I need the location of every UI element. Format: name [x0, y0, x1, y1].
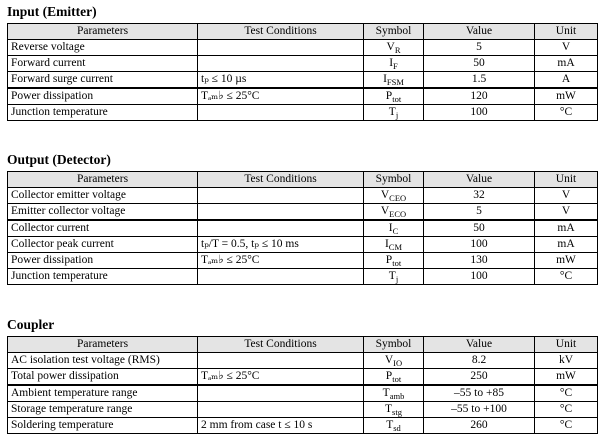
symbol-main: T	[385, 403, 393, 415]
condition-cell: Tₐₘ♭ ≤ 25°C	[198, 369, 364, 386]
value-cell: 50	[424, 220, 535, 237]
unit-cell: °C	[535, 105, 598, 121]
section-title: Input (Emitter)	[7, 4, 97, 19]
unit-cell: mW	[535, 253, 598, 269]
unit-cell: V	[535, 188, 598, 204]
table-row	[8, 253, 598, 269]
condition-cell: tₚ ≤ 10 µs	[198, 72, 364, 89]
symbol-cell	[364, 72, 424, 89]
parameter-cell: Reverse voltage	[8, 40, 198, 56]
header-unit: Unit	[535, 172, 598, 188]
condition-cell: 2 mm from case t ≤ 10 s	[198, 418, 364, 434]
symbol-cell	[364, 237, 424, 253]
symbol-main: T	[388, 270, 396, 282]
symbol-main: I	[389, 57, 394, 69]
condition-cell	[198, 56, 364, 72]
symbol-main: V	[380, 189, 390, 201]
symbol-subscript: R	[394, 45, 401, 55]
symbol-main: I	[388, 222, 393, 234]
header-value: Value	[424, 172, 535, 188]
table-row	[8, 72, 598, 89]
value-cell: 100	[424, 237, 535, 253]
unit-cell: °C	[535, 402, 598, 418]
table-header-row	[8, 24, 598, 40]
symbol-subscript: tot	[392, 374, 402, 384]
symbol-main: I	[383, 73, 387, 85]
symbol-cell	[364, 188, 424, 204]
symbol-main: T	[386, 419, 394, 431]
parameter-cell: Forward surge current	[8, 72, 198, 89]
table-header-row	[8, 172, 598, 188]
symbol-main: V	[380, 205, 390, 217]
parameter-cell: Total power dissipation	[8, 369, 198, 386]
symbol-cell	[364, 385, 424, 402]
unit-cell: V	[535, 204, 598, 221]
unit-cell: °C	[535, 418, 598, 434]
value-cell: 5	[424, 204, 535, 221]
value-cell: 1.5	[424, 72, 535, 89]
header-test-conditions: Test Conditions	[198, 337, 364, 353]
parameter-cell: Emitter collector voltage	[8, 204, 198, 221]
section-title: Coupler	[7, 317, 55, 332]
unit-cell: mW	[535, 88, 598, 105]
value-cell: 100	[424, 269, 535, 285]
symbol-cell	[364, 105, 424, 121]
condition-cell	[198, 353, 364, 369]
condition-cell: Tₐₘ♭ ≤ 25°C	[198, 88, 364, 105]
header-unit: Unit	[535, 24, 598, 40]
symbol-main: P	[385, 90, 393, 102]
symbol-cell	[364, 40, 424, 56]
symbol-cell	[364, 204, 424, 221]
symbol-subscript: j	[395, 110, 399, 120]
unit-cell: mW	[535, 369, 598, 386]
value-cell: 250	[424, 369, 535, 386]
symbol-cell	[364, 269, 424, 285]
table-row	[8, 220, 598, 237]
table-row	[8, 369, 598, 386]
table-header-row	[8, 337, 598, 353]
spec-table	[7, 23, 598, 121]
parameter-cell: Storage temperature range	[8, 402, 198, 418]
header-test-conditions: Test Conditions	[198, 24, 364, 40]
condition-cell	[198, 188, 364, 204]
symbol-subscript: CEO	[389, 193, 407, 203]
value-cell: –55 to +100	[424, 402, 535, 418]
unit-cell: kV	[535, 353, 598, 369]
value-cell: 8.2	[424, 353, 535, 369]
section-title: Output (Detector)	[7, 152, 111, 167]
condition-cell	[198, 204, 364, 221]
value-cell: 130	[424, 253, 535, 269]
table-row	[8, 88, 598, 105]
unit-cell: mA	[535, 237, 598, 253]
value-cell: –55 to +85	[424, 385, 535, 402]
symbol-subscript: amb	[389, 391, 405, 401]
symbol-main: V	[386, 41, 395, 53]
symbol-subscript: FSM	[386, 77, 404, 87]
symbol-main: P	[385, 254, 393, 266]
header-unit: Unit	[535, 337, 598, 353]
unit-cell: A	[535, 72, 598, 89]
symbol-main: P	[385, 370, 393, 382]
header-value: Value	[424, 337, 535, 353]
table-row	[8, 188, 598, 204]
parameter-cell: Power dissipation	[8, 88, 198, 105]
value-cell: 120	[424, 88, 535, 105]
symbol-subscript: F	[393, 61, 398, 71]
header-parameters: Parameters	[8, 24, 198, 40]
parameter-cell: Junction temperature	[8, 269, 198, 285]
table-row	[8, 402, 598, 418]
unit-cell: mA	[535, 220, 598, 237]
parameter-cell: AC isolation test voltage (RMS)	[8, 353, 198, 369]
condition-cell	[198, 269, 364, 285]
section-input-emitter	[7, 4, 598, 121]
parameter-cell: Power dissipation	[8, 253, 198, 269]
table-row	[8, 237, 598, 253]
value-cell: 32	[424, 188, 535, 204]
unit-cell: °C	[535, 269, 598, 285]
unit-cell: °C	[535, 385, 598, 402]
symbol-subscript: stg	[392, 407, 402, 417]
symbol-main: T	[382, 387, 390, 399]
spec-table	[7, 171, 598, 285]
value-cell: 100	[424, 105, 535, 121]
condition-cell	[198, 385, 364, 402]
value-cell: 5	[424, 40, 535, 56]
symbol-cell	[364, 56, 424, 72]
unit-cell: V	[535, 40, 598, 56]
condition-cell: tₚ/T = 0.5, tₚ ≤ 10 ms	[198, 237, 364, 253]
header-value: Value	[424, 24, 535, 40]
condition-cell	[198, 220, 364, 237]
symbol-subscript: IO	[393, 358, 403, 368]
parameter-cell: Soldering temperature	[8, 418, 198, 434]
parameter-cell: Ambient temperature range	[8, 385, 198, 402]
symbol-cell	[364, 418, 424, 434]
symbol-subscript: C	[392, 226, 399, 236]
condition-cell	[198, 105, 364, 121]
header-symbol: Symbol	[364, 337, 424, 353]
table-row	[8, 353, 598, 369]
symbol-subscript: tot	[392, 94, 402, 104]
parameter-cell: Junction temperature	[8, 105, 198, 121]
condition-cell	[198, 402, 364, 418]
condition-cell: Tₐₘ♭ ≤ 25°C	[198, 253, 364, 269]
section-coupler	[7, 317, 598, 434]
header-symbol: Symbol	[364, 24, 424, 40]
symbol-cell	[364, 220, 424, 237]
parameter-cell: Collector current	[8, 220, 198, 237]
symbol-cell	[364, 402, 424, 418]
symbol-cell	[364, 88, 424, 105]
header-test-conditions: Test Conditions	[198, 172, 364, 188]
symbol-main: V	[384, 354, 394, 366]
symbol-subscript: j	[395, 274, 399, 284]
table-row	[8, 56, 598, 72]
parameter-cell: Forward current	[8, 56, 198, 72]
table-row	[8, 204, 598, 221]
symbol-subscript: tot	[392, 258, 402, 268]
parameter-cell: Collector peak current	[8, 237, 198, 253]
symbol-subscript: CM	[388, 242, 403, 252]
symbol-cell	[364, 253, 424, 269]
symbol-subscript: sd	[393, 423, 401, 433]
table-row	[8, 385, 598, 402]
symbol-subscript: ECO	[389, 209, 407, 219]
spec-table	[7, 336, 598, 434]
table-row	[8, 269, 598, 285]
condition-cell	[198, 40, 364, 56]
table-row	[8, 105, 598, 121]
header-parameters: Parameters	[8, 172, 198, 188]
value-cell: 260	[424, 418, 535, 434]
symbol-cell	[364, 353, 424, 369]
symbol-main: T	[388, 106, 396, 118]
unit-cell: mA	[535, 56, 598, 72]
table-row	[8, 40, 598, 56]
header-symbol: Symbol	[364, 172, 424, 188]
symbol-cell	[364, 369, 424, 386]
parameter-cell: Collector emitter voltage	[8, 188, 198, 204]
symbol-main: I	[384, 238, 389, 250]
value-cell: 50	[424, 56, 535, 72]
table-row	[8, 418, 598, 434]
header-parameters: Parameters	[8, 337, 198, 353]
section-output-detector	[7, 152, 598, 285]
